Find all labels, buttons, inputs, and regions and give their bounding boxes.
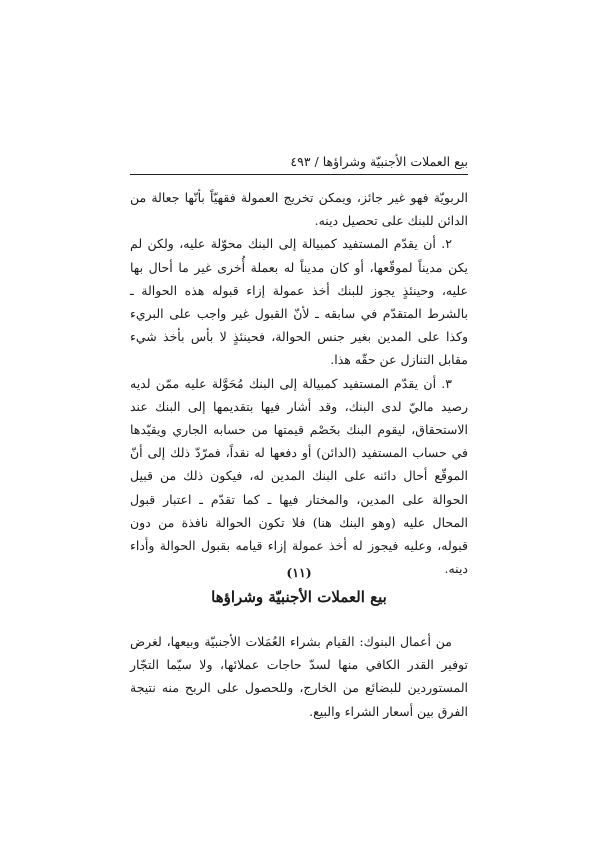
body-text-bottom: [130, 630, 468, 723]
paragraph-item-3: ٣. أن يقدّم المستفيد كمبيالة إلى البنك مُحَوَّلة عليه ممّن لديه رصيد ماليّ لدى البنك، وقد أشار فيها بتقديمها إلى البنك عند الاستحقاق، ليقوم البنك بخَصْم قيمتها من حسابه الجاري ويقيّدها في حساب المستفيد (الدائن) أو دفعها له نقداً، فمرّدّ ذلك إلى أنّ الموقّع أحال دائنه على البنك المدين له، فيكون ذلك من قبيل الحوالة على المدين، والمختار فيها ـ كما تقدّم ـ اعتبار قبول المحال عليه (وهو البنك هنا) فلا تكون الحوالة نافذة من دون قبوله، وعليه فيجوز له أخذ عمولة إزاء قيامه بقبول الحوالة وأداء دينه.: [130, 375, 468, 577]
running-header: [130, 150, 468, 175]
paragraph-continuation: الربويّة فهو غير جائز، ويمكن تخريج العمولة فقهيّاً بأنّها جعالة من الدائن للبنك على تحصيل دينه.: [130, 190, 468, 229]
paragraph-section-intro: من أعمال البنوك: القيام بشراء العُمَلات الأجنبيّة وبيعها، لغرض توفير القدر الكافي منها لسدّ حاجات عملائها، ولا سيّما التجّار المستوردين للبضائع من الخارج، وللحصول على الربح منه نتيجة الفرق بين أسعار الشراء والبيع.: [130, 634, 468, 719]
section-title: بيع العملات الأجنبيّة وشراؤها: [211, 588, 387, 606]
body-text-top: [130, 186, 468, 580]
paragraph-item-2: ٢. أن يقدّم المستفيد كمبيالة إلى البنك محوّلة عليه، ولكن لم يكن مديناً لموقّعها، أو كان مديناً له بعملة أُخرى غير ما أحال بها عليه، وحينئذٍ يجوز للبنك أخذ عمولة إزاء قبوله هذه الحوالة ـ بالشرط المتقدّم في سابقه ـ لأنّ القبول غير واجب على البريء وكذا على المدين بغير جنس الحوالة، فحينئذٍ لا بأس بأخذ شيء مقابل التنازل عن حقّه هذا.: [130, 236, 468, 368]
section-number: (١١): [286, 565, 312, 580]
running-header-title: بيع العملات الأجنبيّة وشراؤها / ٤٩٣: [290, 154, 468, 169]
